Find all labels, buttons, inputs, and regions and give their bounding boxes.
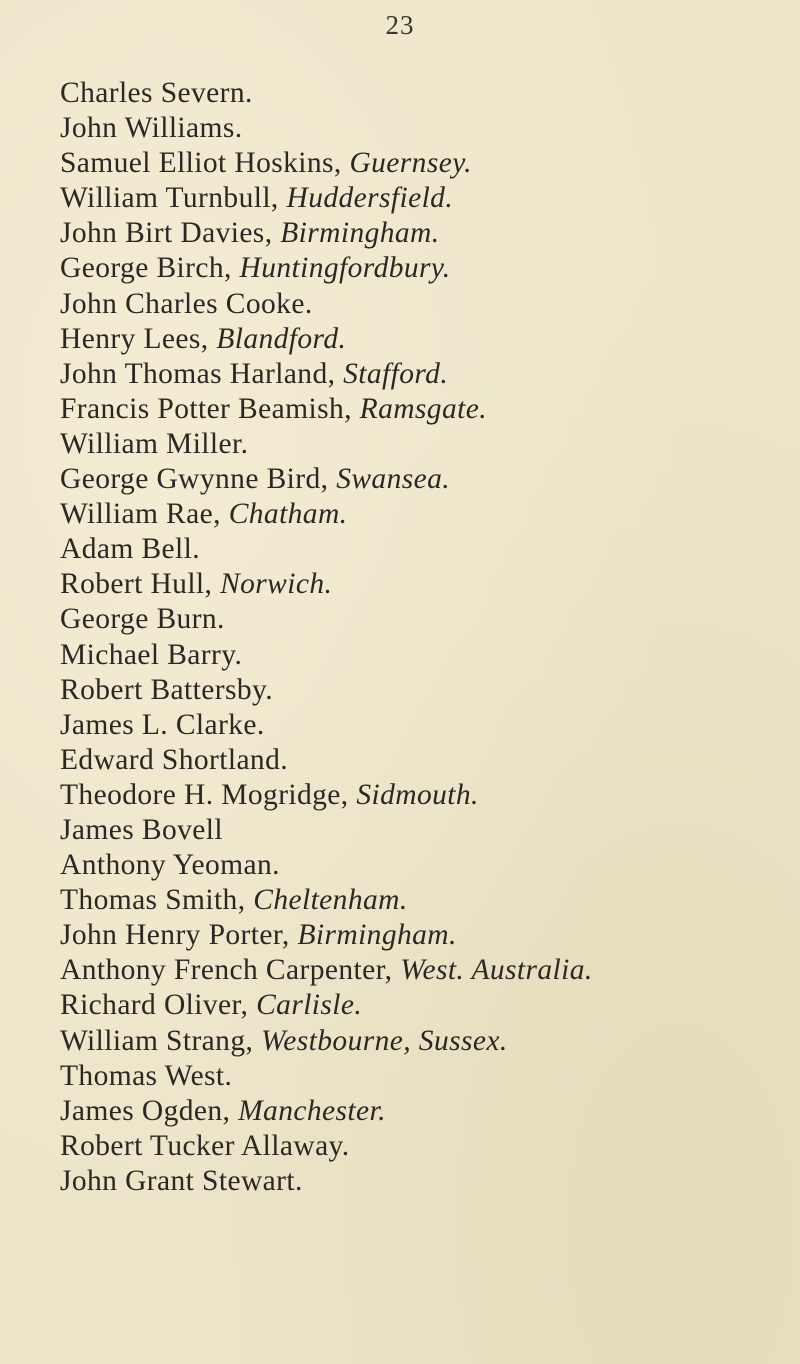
person-name: James Bovell	[60, 813, 223, 846]
person-name: Michael Barry.	[60, 638, 243, 671]
person-name: William Turnbull,	[60, 182, 287, 215]
place-name: West. Australia.	[400, 954, 593, 987]
place-name: Carlisle.	[256, 989, 363, 1022]
person-name: William Rae,	[60, 498, 229, 531]
list-item	[60, 76, 790, 111]
person-name: James L. Clarke.	[60, 708, 265, 741]
person-name: George Gwynne Bird,	[60, 463, 337, 496]
list-item	[60, 988, 790, 1023]
list-item	[60, 1129, 790, 1164]
person-name: John Grant Stewart.	[60, 1164, 303, 1197]
list-item	[60, 216, 790, 251]
list-item	[60, 708, 790, 743]
person-name: William Miller.	[60, 427, 249, 460]
person-name: Anthony French Carpenter,	[60, 954, 401, 987]
list-item	[60, 111, 790, 146]
place-name: Norwich.	[220, 568, 333, 601]
person-name: Robert Battersby.	[60, 673, 273, 706]
person-name: Francis Potter Beamish,	[60, 392, 360, 425]
place-name: Sidmouth.	[356, 778, 479, 811]
person-name: Robert Hull,	[60, 568, 221, 601]
person-name: Edward Shortland.	[60, 743, 289, 776]
person-name: John Williams.	[60, 112, 243, 145]
place-name: Ramsgate.	[359, 392, 487, 425]
place-name: Stafford.	[343, 357, 449, 390]
list-item	[60, 181, 790, 216]
list-item	[60, 251, 790, 286]
place-name: Chatham.	[228, 498, 348, 531]
person-name: Samuel Elliot Hoskins,	[60, 147, 350, 180]
list-item	[60, 743, 790, 778]
place-name: Guernsey.	[349, 147, 472, 180]
person-name: George Burn.	[60, 603, 225, 636]
place-name: Manchester.	[238, 1094, 386, 1127]
list-item	[60, 778, 790, 813]
person-name: John Thomas Harland,	[60, 357, 344, 390]
list-item	[60, 1094, 790, 1129]
person-name: William Strang,	[60, 1024, 262, 1057]
list-item	[60, 322, 790, 357]
place-name: Swansea.	[336, 463, 451, 496]
list-item	[60, 1164, 790, 1199]
person-name: John Henry Porter,	[60, 919, 298, 952]
list-item	[60, 567, 790, 602]
list-item	[60, 532, 790, 567]
place-name: Huddersfield.	[286, 182, 454, 215]
list-item	[60, 287, 790, 322]
page-number: 23	[385, 10, 415, 40]
name-list	[60, 76, 790, 1199]
list-item	[60, 848, 790, 883]
person-name: James Ogden,	[60, 1094, 239, 1127]
person-name: John Charles Cooke.	[60, 287, 313, 320]
list-item	[60, 497, 790, 532]
list-item	[60, 638, 790, 673]
person-name: Robert Tucker Allaway.	[60, 1129, 350, 1162]
list-item	[60, 953, 790, 988]
list-item	[60, 392, 790, 427]
person-name: Charles Severn.	[60, 77, 253, 109]
place-name: Cheltenham.	[253, 884, 408, 917]
place-name: Westbourne, Sussex.	[261, 1024, 508, 1057]
list-item	[60, 357, 790, 392]
list-item	[60, 1059, 790, 1094]
list-item	[60, 427, 790, 462]
place-name: Birmingham.	[297, 919, 457, 952]
list-item	[60, 883, 790, 918]
list-item	[60, 146, 790, 181]
person-name: Thomas West.	[60, 1059, 233, 1092]
list-item	[60, 918, 790, 953]
place-name: Birmingham.	[280, 217, 440, 250]
list-item	[60, 813, 790, 848]
person-name: Anthony Yeoman.	[60, 849, 280, 882]
person-name: Thomas Smith,	[60, 884, 254, 917]
place-name: Huntingfordbury.	[239, 252, 451, 285]
person-name: Henry Lees,	[60, 322, 217, 355]
list-item	[60, 1024, 790, 1059]
list-item	[60, 602, 790, 637]
person-name: Adam Bell.	[60, 533, 201, 566]
list-item	[60, 673, 790, 708]
place-name: Blandford.	[216, 322, 347, 355]
list-item	[60, 462, 790, 497]
person-name: John Birt Davies,	[60, 217, 281, 250]
person-name: Theodore H. Mogridge,	[60, 778, 357, 811]
person-name: George Birch,	[60, 252, 240, 285]
person-name: Richard Oliver,	[60, 989, 257, 1022]
